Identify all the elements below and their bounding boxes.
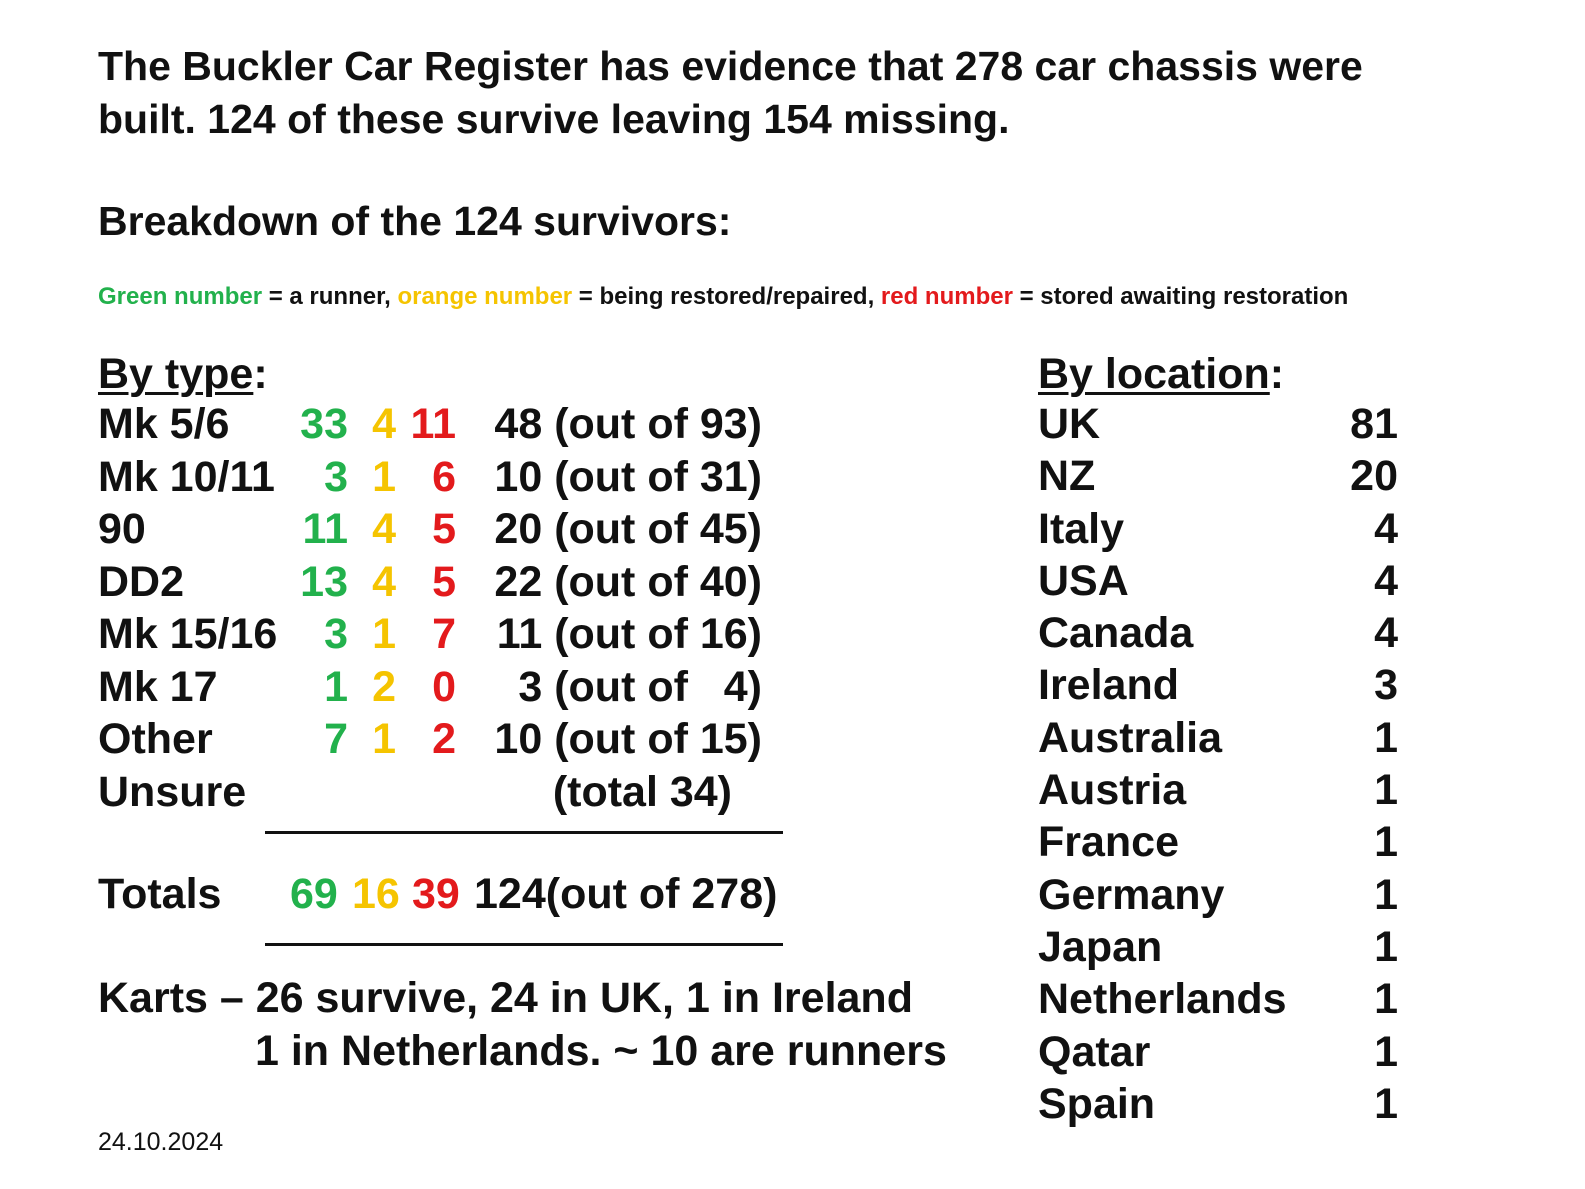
stored-count: 0	[432, 662, 456, 711]
location-count: 4	[1374, 556, 1398, 605]
location-row	[1038, 1078, 1398, 1130]
type-name: Mk 15/16	[98, 610, 278, 658]
location-country: Netherlands	[1038, 975, 1287, 1024]
runner-count: 33	[300, 400, 348, 448]
type-row	[98, 661, 798, 714]
type-row	[98, 608, 798, 661]
location-row	[1038, 398, 1398, 450]
type-row	[98, 398, 798, 451]
stored-count: 2	[432, 715, 456, 763]
by-location-table	[1038, 398, 1398, 1130]
location-country: USA	[1038, 556, 1129, 605]
totals-bottom-divider	[265, 943, 783, 946]
location-count: 4	[1374, 609, 1398, 658]
location-country: Austria	[1038, 766, 1187, 815]
location-row	[1038, 659, 1398, 711]
location-count: 1	[1374, 1027, 1398, 1076]
by-type-heading-colon: :	[253, 350, 268, 398]
type-total: 48 (out of 93)	[494, 400, 762, 448]
legend-orange-label: orange number	[397, 283, 573, 310]
location-row	[1038, 503, 1398, 555]
location-country: Japan	[1038, 922, 1163, 971]
location-row	[1038, 450, 1398, 502]
location-row	[1038, 712, 1398, 764]
stored-count: 7	[432, 610, 456, 658]
by-type-heading-text: By type	[98, 350, 254, 398]
type-row	[98, 713, 798, 766]
location-row	[1038, 816, 1398, 868]
type-total: 10 (out of 31)	[494, 452, 762, 501]
restoring-count: 4	[372, 400, 396, 448]
legend-red-label: red number	[880, 283, 1013, 310]
location-country: NZ	[1038, 452, 1096, 501]
type-row	[98, 451, 798, 504]
location-row	[1038, 921, 1398, 973]
type-total: 10 (out of 15)	[494, 715, 762, 763]
totals-total: 124(out of 278)	[474, 870, 778, 918]
type-total: 3 (out of 4)	[518, 662, 762, 711]
totals-top-divider	[265, 831, 783, 834]
type-total: 20 (out of 45)	[494, 505, 762, 553]
location-country: Ireland	[1038, 661, 1179, 710]
location-country: Qatar	[1038, 1027, 1151, 1076]
restoring-count: 1	[372, 610, 396, 658]
type-total: 11 (out of 16)	[496, 610, 762, 658]
by-location-heading-text: By location	[1038, 350, 1270, 398]
type-name: Mk 10/11	[98, 452, 275, 501]
totals-red: 39	[412, 870, 460, 918]
type-row	[98, 503, 798, 556]
color-legend	[98, 283, 1348, 311]
by-type-table	[98, 398, 798, 818]
location-count: 1	[1374, 1079, 1398, 1128]
by-location-heading	[1038, 350, 1284, 399]
by-location-heading-colon: :	[1269, 350, 1285, 398]
by-type-heading	[98, 350, 268, 399]
type-name: Mk 5/6	[98, 400, 230, 448]
type-total: 22 (out of 40)	[494, 557, 762, 606]
stored-count: 11	[410, 400, 456, 448]
intro-line-1: The Buckler Car Register has evidence that 278 car chassis were	[98, 43, 1363, 89]
location-count: 4	[1374, 504, 1398, 553]
legend-green-label: Green number	[98, 283, 263, 310]
totals-orange: 16	[352, 870, 400, 918]
intro-paragraph	[98, 40, 1498, 146]
legend-red-desc: = stored awaiting restoration	[1012, 283, 1349, 310]
location-country: Italy	[1038, 504, 1125, 553]
type-name: DD2	[98, 557, 185, 606]
restoring-count: 1	[372, 452, 396, 501]
type-name: 90	[98, 505, 146, 553]
intro-line-2: built. 124 of these survive leaving 154 missing.	[98, 96, 1010, 142]
location-count: 1	[1374, 870, 1398, 919]
stored-count: 5	[432, 505, 456, 553]
karts-line-1: Karts – 26 survive, 24 in UK, 1 in Ireland	[98, 974, 913, 1022]
type-name: Unsure	[98, 767, 247, 816]
location-row	[1038, 973, 1398, 1025]
location-count: 81	[1350, 400, 1398, 448]
location-row	[1038, 607, 1398, 659]
location-count: 1	[1374, 766, 1398, 815]
unsure-total: (total 34)	[552, 767, 732, 816]
karts-line-2: 1 in Netherlands. ~ 10 are runners	[255, 1027, 947, 1075]
location-row	[1038, 764, 1398, 816]
runner-count: 3	[324, 452, 348, 501]
stored-count: 6	[432, 452, 456, 501]
location-country: Canada	[1038, 609, 1194, 658]
location-country: Spain	[1038, 1079, 1156, 1128]
karts-note	[98, 972, 947, 1078]
type-row	[98, 556, 798, 609]
location-country: France	[1038, 818, 1180, 867]
legend-green-desc: = a runner,	[262, 283, 398, 310]
location-count: 1	[1374, 818, 1398, 867]
location-count: 20	[1350, 452, 1398, 501]
restoring-count: 4	[372, 505, 396, 553]
runner-count: 7	[324, 715, 348, 763]
runner-count: 1	[324, 662, 348, 711]
runner-count: 3	[324, 610, 348, 658]
date-stamp: 24.10.2024	[98, 1128, 224, 1156]
restoring-count: 1	[372, 715, 396, 763]
type-name: Mk 17	[98, 662, 218, 711]
location-row	[1038, 555, 1398, 607]
totals-label: Totals	[98, 870, 222, 918]
totals-row	[98, 868, 798, 921]
stored-count: 5	[432, 557, 456, 606]
restoring-count: 4	[372, 557, 396, 606]
breakdown-title: Breakdown of the 124 survivors:	[98, 198, 732, 244]
location-row	[1038, 869, 1398, 921]
type-name: Other	[98, 715, 213, 763]
legend-orange-desc: = being restored/repaired,	[572, 283, 881, 310]
location-country: Germany	[1038, 870, 1225, 919]
location-count: 3	[1374, 661, 1398, 710]
type-row-unsure	[98, 766, 798, 819]
location-count: 1	[1374, 713, 1398, 762]
location-row	[1038, 1026, 1398, 1078]
location-count: 1	[1374, 975, 1398, 1024]
restoring-count: 2	[372, 662, 396, 711]
totals-green: 69	[290, 870, 338, 918]
location-country: UK	[1038, 400, 1101, 448]
runner-count: 11	[302, 505, 348, 553]
location-country: Australia	[1038, 713, 1223, 762]
location-count: 1	[1374, 922, 1398, 971]
runner-count: 13	[300, 557, 348, 606]
